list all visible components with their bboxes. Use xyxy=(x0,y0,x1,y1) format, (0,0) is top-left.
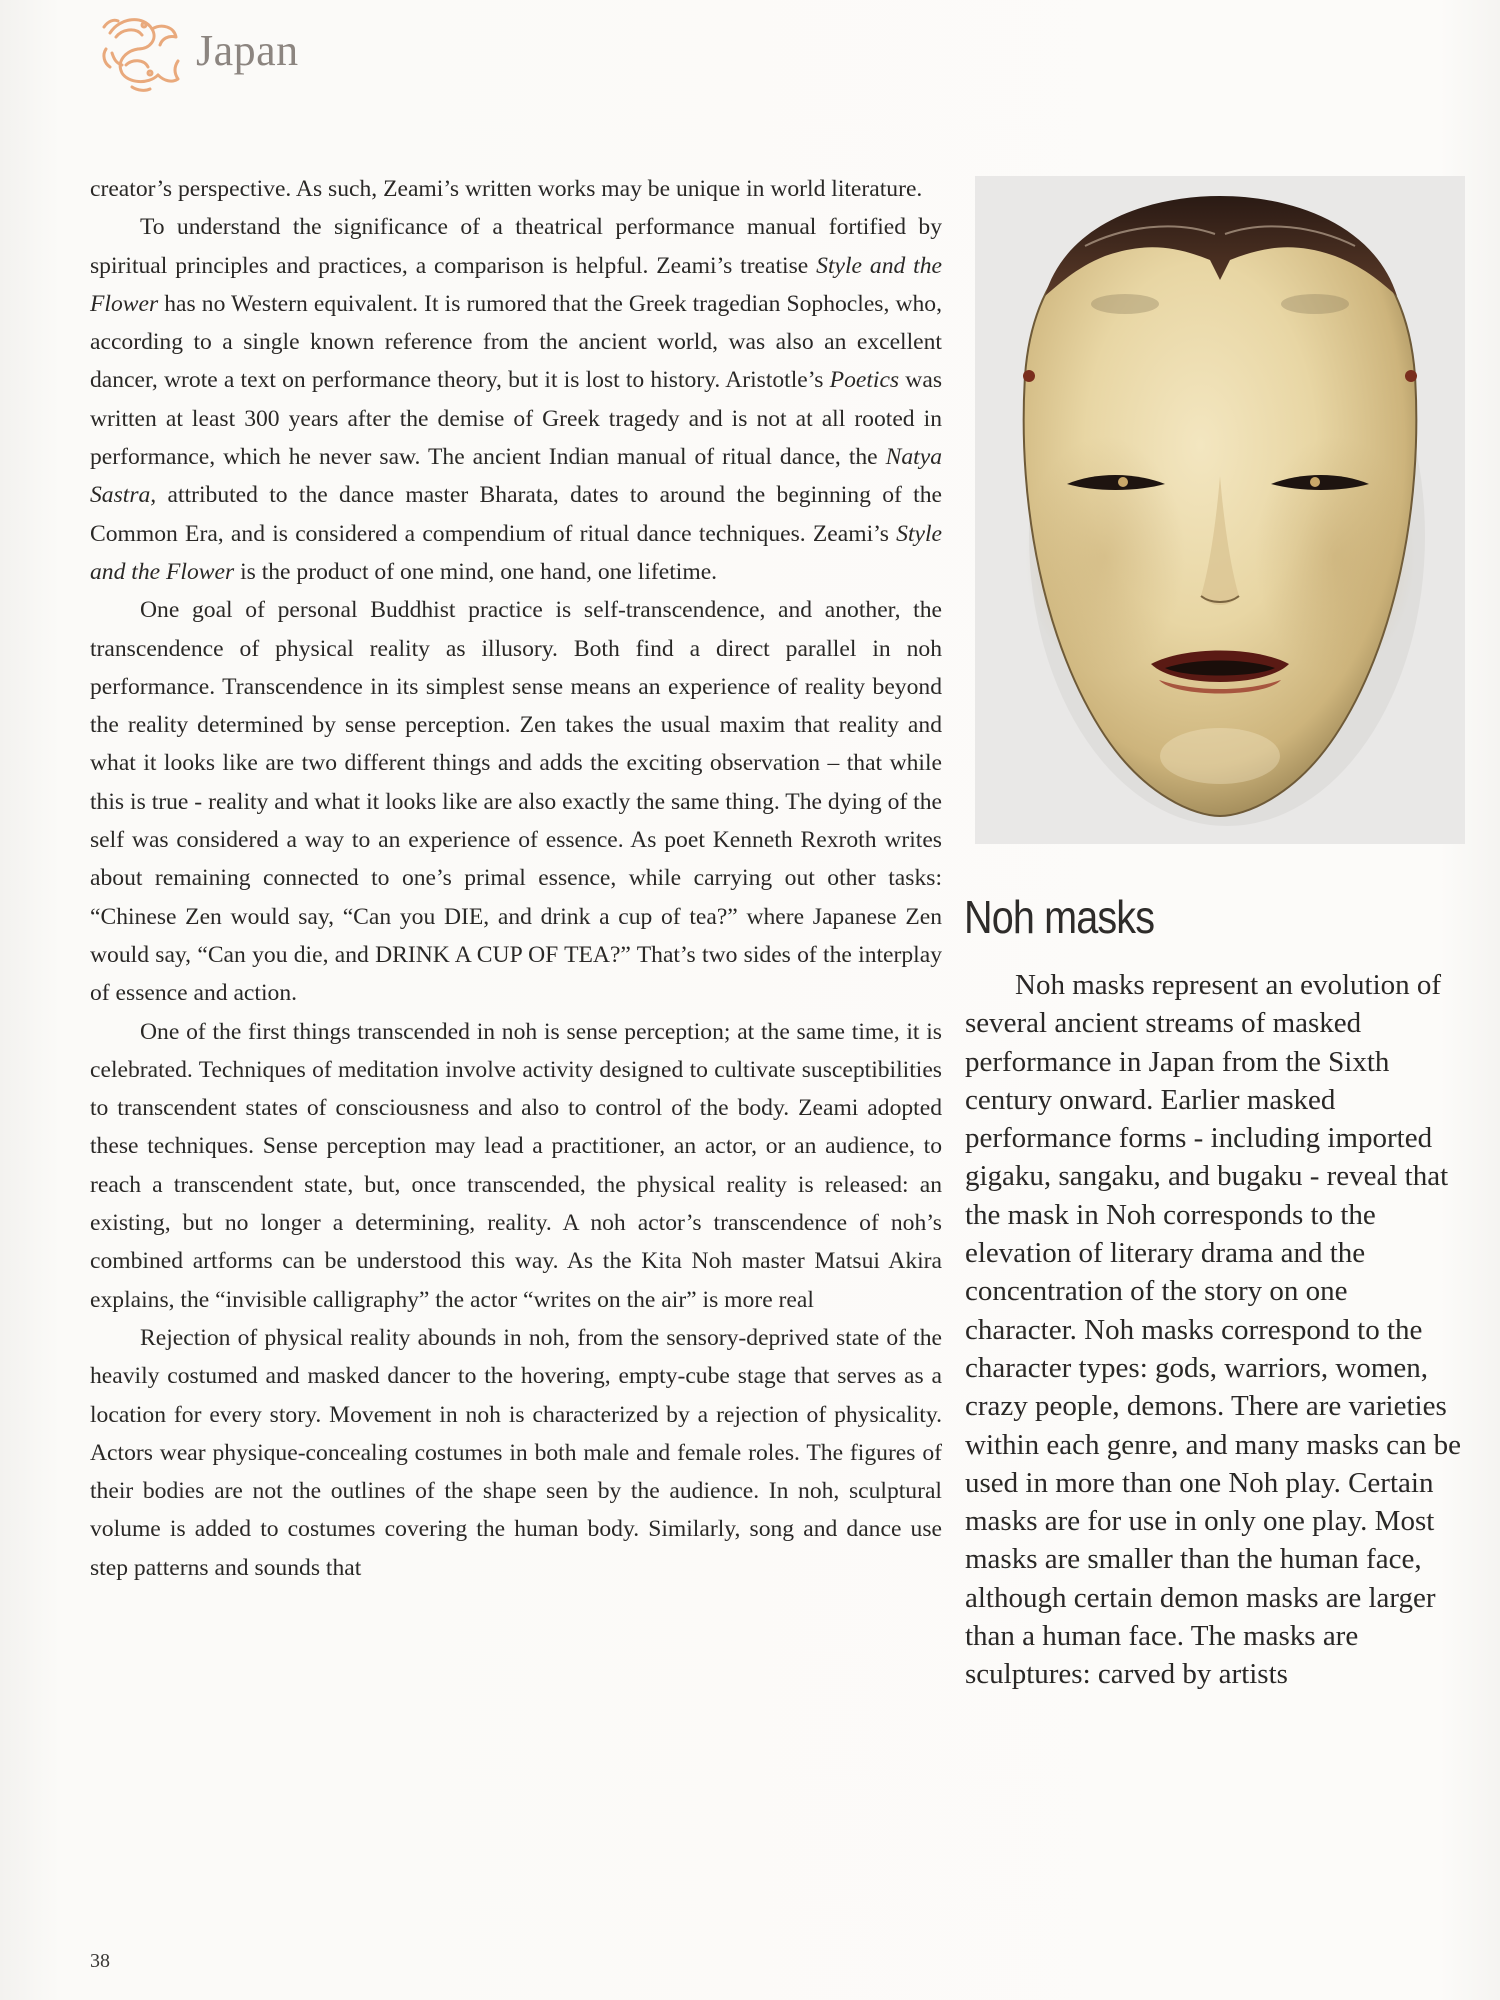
italic-title-run: Style and the Flower xyxy=(90,520,942,585)
main-text-column xyxy=(90,170,942,1587)
text-run: To understand the significance of a theatrical performance manual fortified by spiritual principles and practices, a comparison is helpful. Zeami’s treatise xyxy=(90,214,942,279)
noh-masks-heading: Noh masks xyxy=(964,891,1155,943)
noh-mask-illustration xyxy=(975,176,1465,844)
text-run: has no Western equivalent. It is rumored that the Greek tragedian Sophocles, who, according to a single known reference from the ancient world, was also an excellent dancer, wrote a text on performance theory, but it is lost to history. Aristotle’s xyxy=(90,290,942,394)
noh-masks-paragraph: Noh masks represent an evolution of several ancient streams of masked performance in Japan from the Sixth century onward. Earlier masked performance forms - including imported gigaku, sangaku, and bugaku - reveal that the mask in Noh corresponds to the elevation of literary drama and the concentration of the story on one character. Noh masks correspond to the character types: gods, warriors, women, crazy people, demons. There are varieties within each genre, and many masks can be used in more than one Noh play. Certain masks are for use in only one play. Most masks are smaller than the human face, although certain demon masks are larger than a human face. The masks are sculptures: carved by artists xyxy=(965,969,1462,1691)
text-run: is the product of one mind, one hand, one lifetime. xyxy=(234,558,718,585)
italic-title-run: Natya Sastra, xyxy=(90,444,942,509)
body-paragraph xyxy=(90,1319,942,1587)
page-header xyxy=(92,0,299,100)
body-paragraph xyxy=(90,170,942,208)
page-number: 38 xyxy=(90,1950,110,1972)
text-run: Rejection of physical reality abounds in noh, from the sensory-deprived state of the heavily costumed and masked dancer to the hovering, empty-cube stage that serves as a location for every story. Movement in noh is characterized by a rejection of physicality. Actors wear physique-concealing costumes in both male and female roles. The figures of their bodies are not the outlines of the shape seen by the audience. In noh, sculptural volume is added to costumes covering the human body. Similarly, song and dance use step patterns and sounds that xyxy=(90,1324,942,1581)
text-run: attributed to the dance master Bharata, dates to around the beginning of the Common Era, and is considered a compendium of ritual dance techniques. Zeami’s xyxy=(90,482,942,547)
noh-masks-text-column xyxy=(965,966,1465,1694)
italic-title-run: Poetics xyxy=(829,367,900,394)
koi-fish-logo-icon xyxy=(92,3,186,97)
text-run: One goal of personal Buddhist practice is self-transcendence, and another, the transcendence of physical reality as illusory. Both find a direct parallel in noh performance. Transcendence in its simplest sense means an experience of reality beyond the reality determined by sense perception. Zen takes the usual maxim that reality and what it looks like are two different things and adds the exciting observation – that while this is true - reality and what it looks like are also exactly the same thing. The dying of the self was considered a way to an experience of essence. As poet Kenneth Rexroth writes about remaining connected to one’s primal essence, while carrying out other tasks: “Chinese Zen would say, “Can you DIE, and drink a cup of tea?” where Japanese Zen would say, “Can you die, and DRINK A CUP OF TEA?” That’s two sides of the interplay of essence and action. xyxy=(90,597,942,1007)
section-header-title: Japan xyxy=(196,25,299,75)
body-paragraph xyxy=(90,208,942,591)
italic-title-run: Style and the Flower xyxy=(90,252,942,317)
text-run: One of the first things transcended in noh is sense perception; at the same time, it is celebrated. Techniques of meditation involve activity designed to cultivate susceptibilities to transcendent states of consciousness and also to control of the body. Zeami adopted these techniques. Sense perception may lead a practitioner, an actor, or an audience, to reach a transcendent state, but, once transcended, the physical reality is released: an existing, but no longer a determining, reality. A noh actor’s transcendence of noh’s combined artforms can be understood this way. As the Kita Noh master Matsui Akira explains, the “invisible calligraphy” the actor “writes on the air” is more real xyxy=(90,1018,942,1313)
body-paragraph xyxy=(90,591,942,1012)
text-run: creator’s perspective. As such, Zeami’s written works may be unique in world literature. xyxy=(90,176,923,202)
noh-mask-photo xyxy=(975,176,1465,844)
text-run: was written at least 300 years after the demise of Greek tragedy and is not at all rooted in performance, which he never saw. The ancient Indian manual of ritual dance, the xyxy=(90,367,942,471)
body-paragraph xyxy=(90,1013,942,1319)
